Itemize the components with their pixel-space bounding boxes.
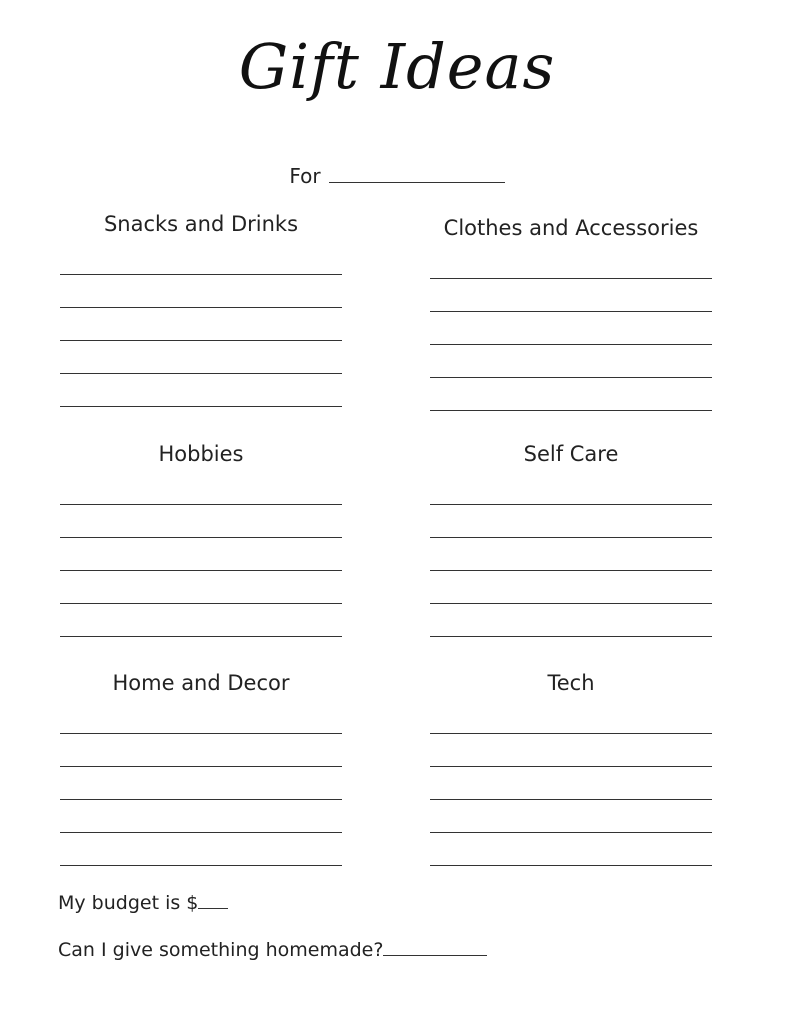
entry-line[interactable] bbox=[430, 604, 712, 637]
section-heading: Snacks and Drinks bbox=[103, 212, 299, 236]
homemade-row bbox=[58, 939, 487, 961]
section-heading: Self Care bbox=[523, 442, 619, 466]
entry-line[interactable] bbox=[430, 571, 712, 604]
section-hobbies bbox=[60, 442, 342, 637]
entry-line[interactable] bbox=[60, 701, 342, 734]
entry-line[interactable] bbox=[60, 308, 342, 341]
entry-line[interactable] bbox=[60, 571, 342, 604]
entry-line[interactable] bbox=[60, 538, 342, 571]
entry-line[interactable] bbox=[430, 312, 712, 345]
entry-line[interactable] bbox=[60, 767, 342, 800]
entry-line[interactable] bbox=[430, 800, 712, 833]
entry-line[interactable] bbox=[60, 242, 342, 275]
section-snacks-and-drinks bbox=[60, 212, 342, 407]
entry-line[interactable] bbox=[60, 341, 342, 374]
entry-line[interactable] bbox=[60, 833, 342, 866]
entry-line[interactable] bbox=[60, 472, 342, 505]
budget-row bbox=[58, 892, 228, 914]
entry-line[interactable] bbox=[430, 279, 712, 312]
section-tech bbox=[430, 671, 712, 866]
homemade-label: Can I give something homemade? bbox=[58, 939, 384, 961]
budget-label: My budget is $ bbox=[58, 892, 199, 914]
entry-line[interactable] bbox=[430, 701, 712, 734]
section-heading: Hobbies bbox=[158, 442, 244, 466]
entry-line[interactable] bbox=[60, 275, 342, 308]
section-home-and-decor bbox=[60, 671, 342, 866]
section-heading: Home and Decor bbox=[112, 671, 290, 695]
entry-line[interactable] bbox=[430, 378, 712, 411]
section-clothes-and-accessories bbox=[430, 216, 712, 411]
budget-blank[interactable] bbox=[198, 892, 228, 909]
section-heading: Tech bbox=[547, 671, 595, 695]
entry-line[interactable] bbox=[430, 833, 712, 866]
page-title: Gift Ideas bbox=[238, 30, 556, 103]
section-self-care bbox=[430, 442, 712, 637]
entry-line[interactable] bbox=[60, 800, 342, 833]
entry-line[interactable] bbox=[60, 374, 342, 407]
for-label: For bbox=[289, 164, 321, 188]
entry-line[interactable] bbox=[430, 538, 712, 571]
entry-line[interactable] bbox=[60, 505, 342, 538]
entry-line[interactable] bbox=[430, 734, 712, 767]
entry-line[interactable] bbox=[430, 505, 712, 538]
entry-line[interactable] bbox=[430, 472, 712, 505]
entry-line[interactable] bbox=[60, 734, 342, 767]
recipient-row bbox=[0, 164, 794, 188]
entry-line[interactable] bbox=[430, 767, 712, 800]
entry-line[interactable] bbox=[430, 246, 712, 279]
section-heading: Clothes and Accessories bbox=[443, 216, 699, 240]
homemade-blank[interactable] bbox=[383, 939, 487, 956]
entry-line[interactable] bbox=[430, 345, 712, 378]
recipient-blank[interactable] bbox=[329, 164, 505, 183]
entry-line[interactable] bbox=[60, 604, 342, 637]
